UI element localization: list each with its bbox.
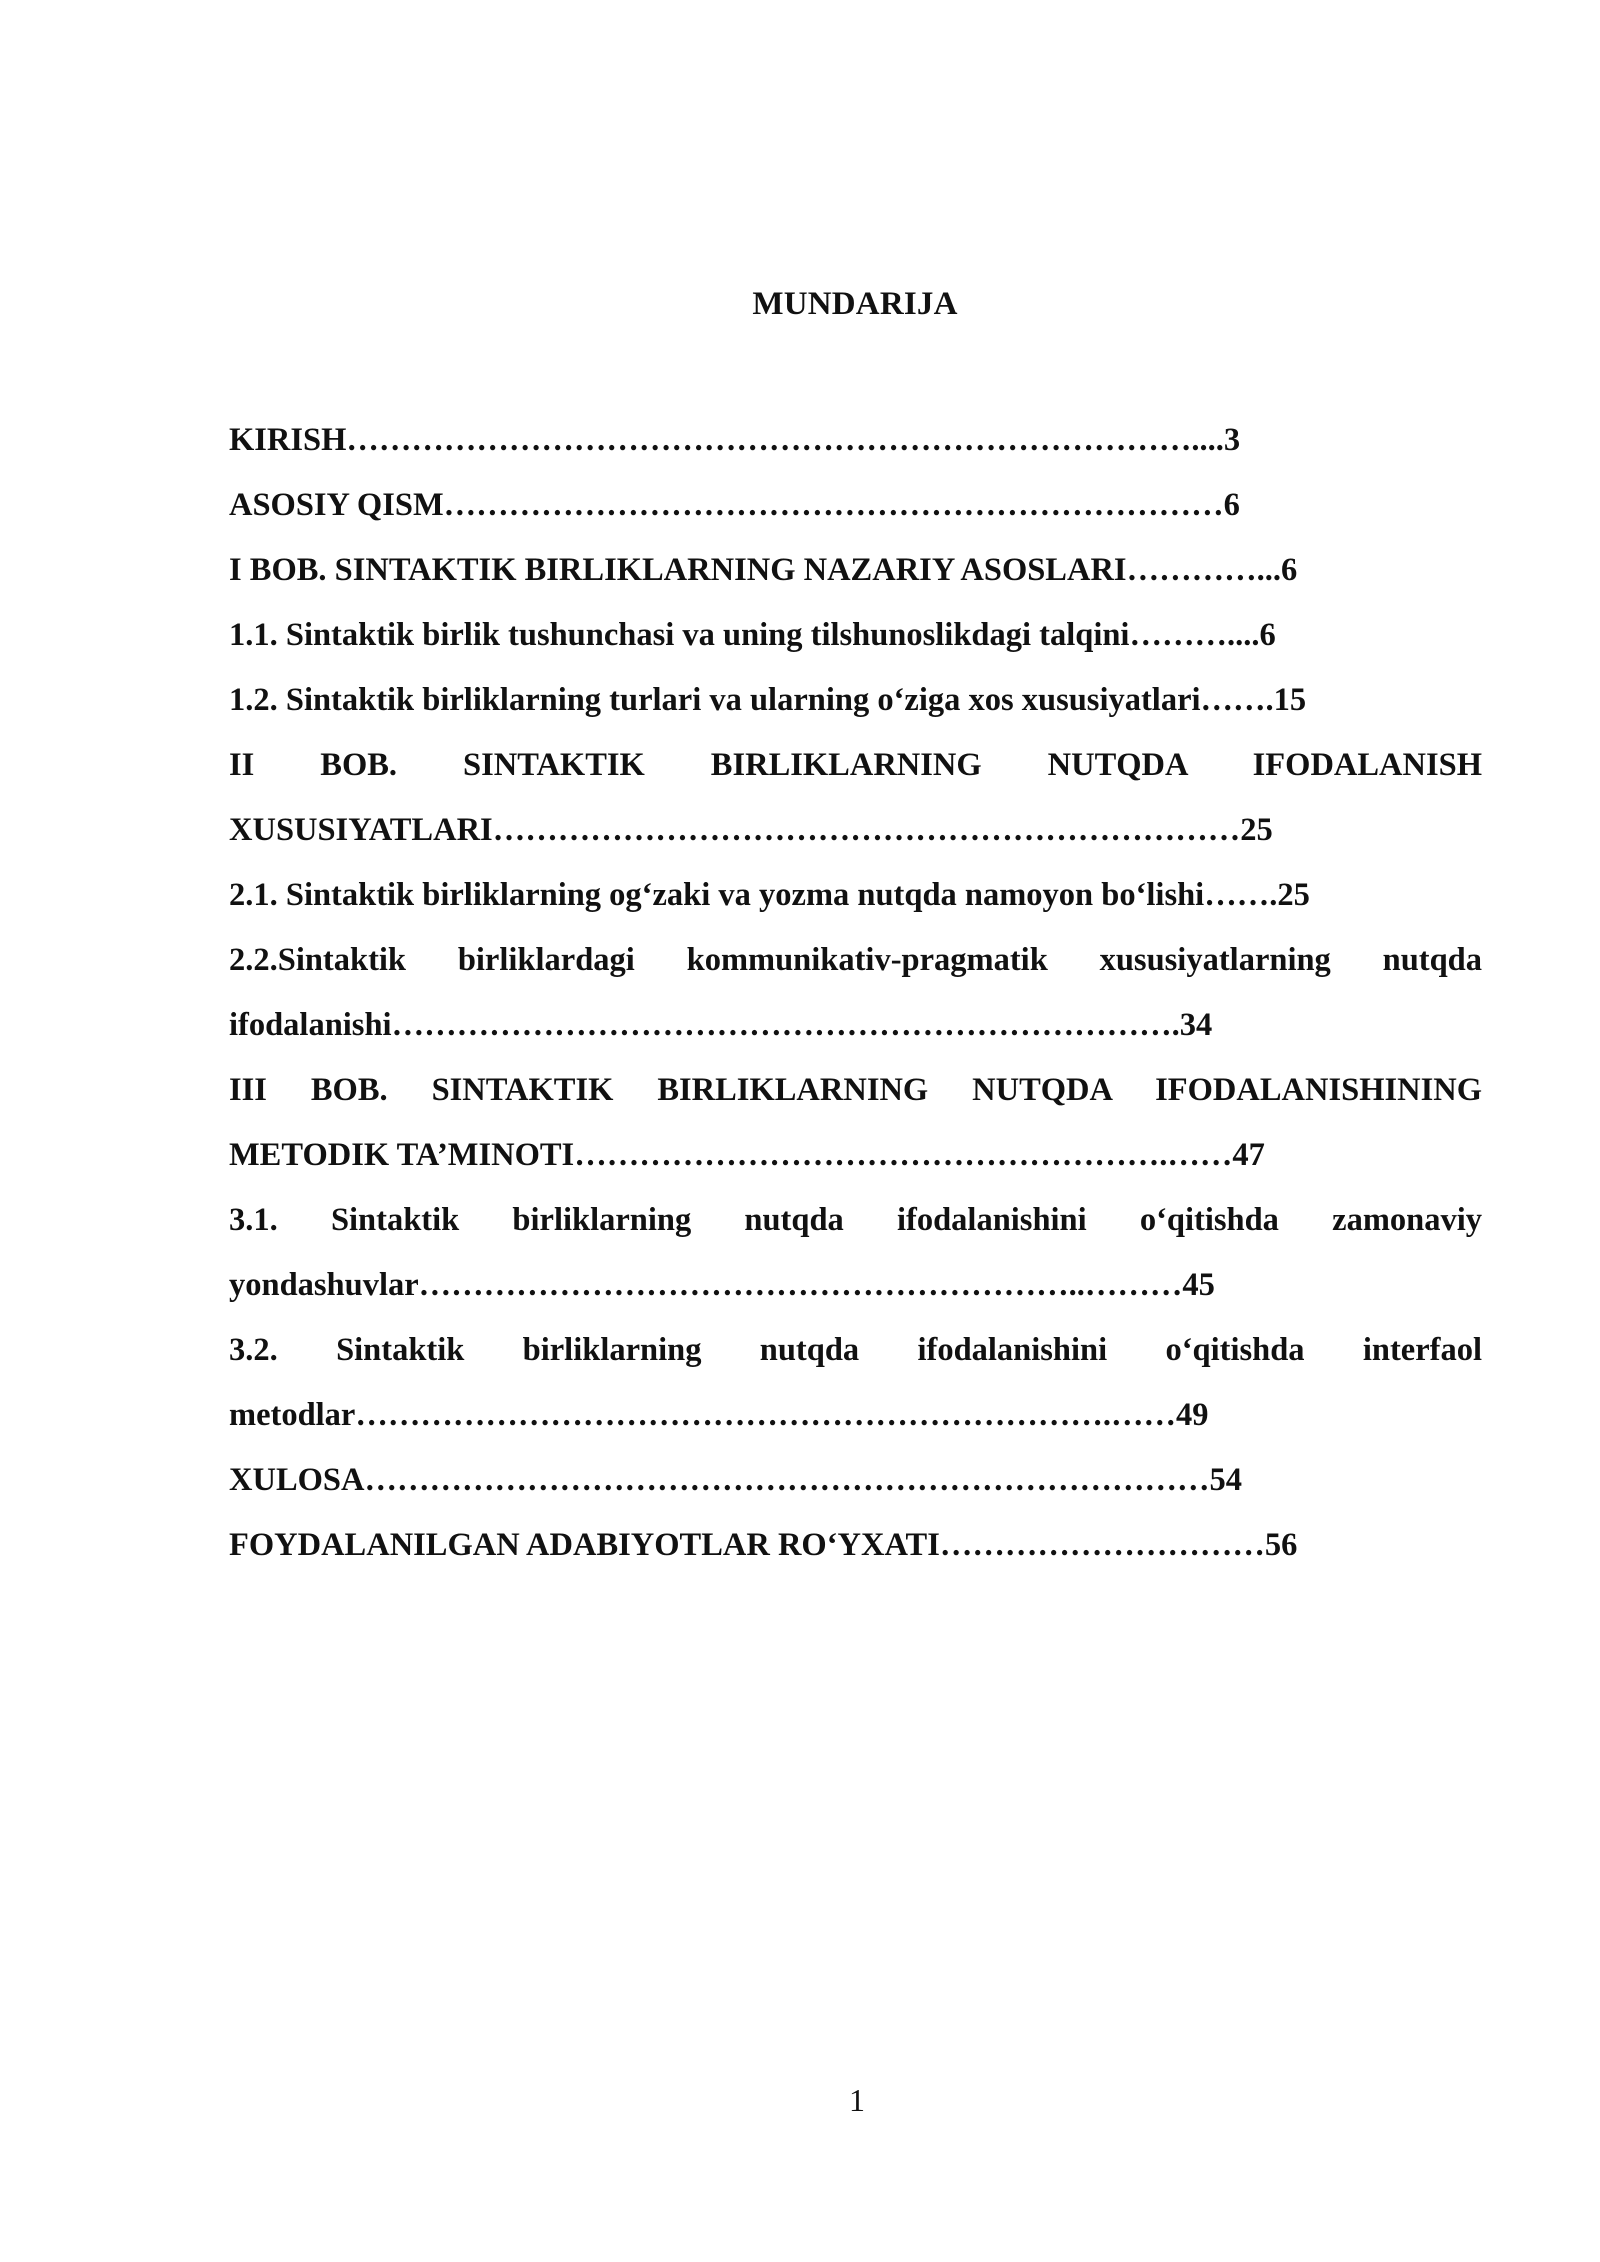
- table-of-contents: [229, 408, 1482, 1578]
- toc-entry-section-3-2-line-2: metodlar…………………………………………………………….……49: [229, 1397, 1209, 1433]
- toc-entry-section-3-1-line-1: 3.1. Sintaktik birliklarning nutqda ifodalanishini o‘qitishda zamonaviy: [229, 1202, 1482, 1238]
- toc-entry-section-2-2-line-2: ifodalanishi……………………………………………………………….34: [229, 1007, 1213, 1043]
- page-title: MUNDARIJA: [752, 286, 958, 322]
- toc-entry-section-3-1-line-2: yondashuvlar……………………………………………………..………45: [229, 1267, 1215, 1303]
- toc-entry-chapter-2-line-2: XUSUSIYATLARI……………………………………………………………25: [229, 812, 1273, 848]
- toc-entry-chapter-3-line-2: METODIK TA’MINOTI……………………………………………….……47: [229, 1137, 1265, 1173]
- toc-entry-section-3-2-line-1: 3.2. Sintaktik birliklarning nutqda ifodalanishini o‘qitishda interfaol: [229, 1332, 1482, 1368]
- toc-entry-chapter-2-line-1: II BOB. SINTAKTIK BIRLIKLARNING NUTQDA IFODALANISH: [229, 747, 1482, 783]
- toc-entry-section-2-2-line-1: 2.2.Sintaktik birliklardagi kommunikativ-pragmatik xususiyatlarning nutqda: [229, 942, 1482, 978]
- toc-entry-chapter-1: I BOB. SINTAKTIK BIRLIKLARNING NAZARIY ASOSLARI…………...6: [229, 552, 1298, 588]
- toc-entry-asosiy-qism: ASOSIY QISM………………………………………………………………6: [229, 487, 1240, 523]
- toc-entry-section-1-1: 1.1. Sintaktik birlik tushunchasi va uning tilshunoslikdagi talqini………....6: [229, 617, 1276, 653]
- toc-entry-section-1-2: 1.2. Sintaktik birliklarning turlari va ularning o‘ziga xos xususiyatlari…….15: [229, 682, 1307, 718]
- page-number: 1: [849, 2082, 865, 2118]
- toc-entry-chapter-3-line-1: III BOB. SINTAKTIK BIRLIKLARNING NUTQDA IFODALANISHINING: [229, 1072, 1482, 1108]
- toc-entry-xulosa: XULOSA……………………………………………………………………54: [229, 1462, 1242, 1498]
- toc-entry-section-2-1: 2.1. Sintaktik birliklarning og‘zaki va yozma nutqda namoyon bo‘lishi…….25: [229, 877, 1310, 913]
- toc-entry-bibliography: FOYDALANILGAN ADABIYOTLAR RO‘YXATI…………………………56: [229, 1527, 1298, 1563]
- toc-entry-kirish: KIRISH……………………………………………………………………....3: [229, 422, 1241, 458]
